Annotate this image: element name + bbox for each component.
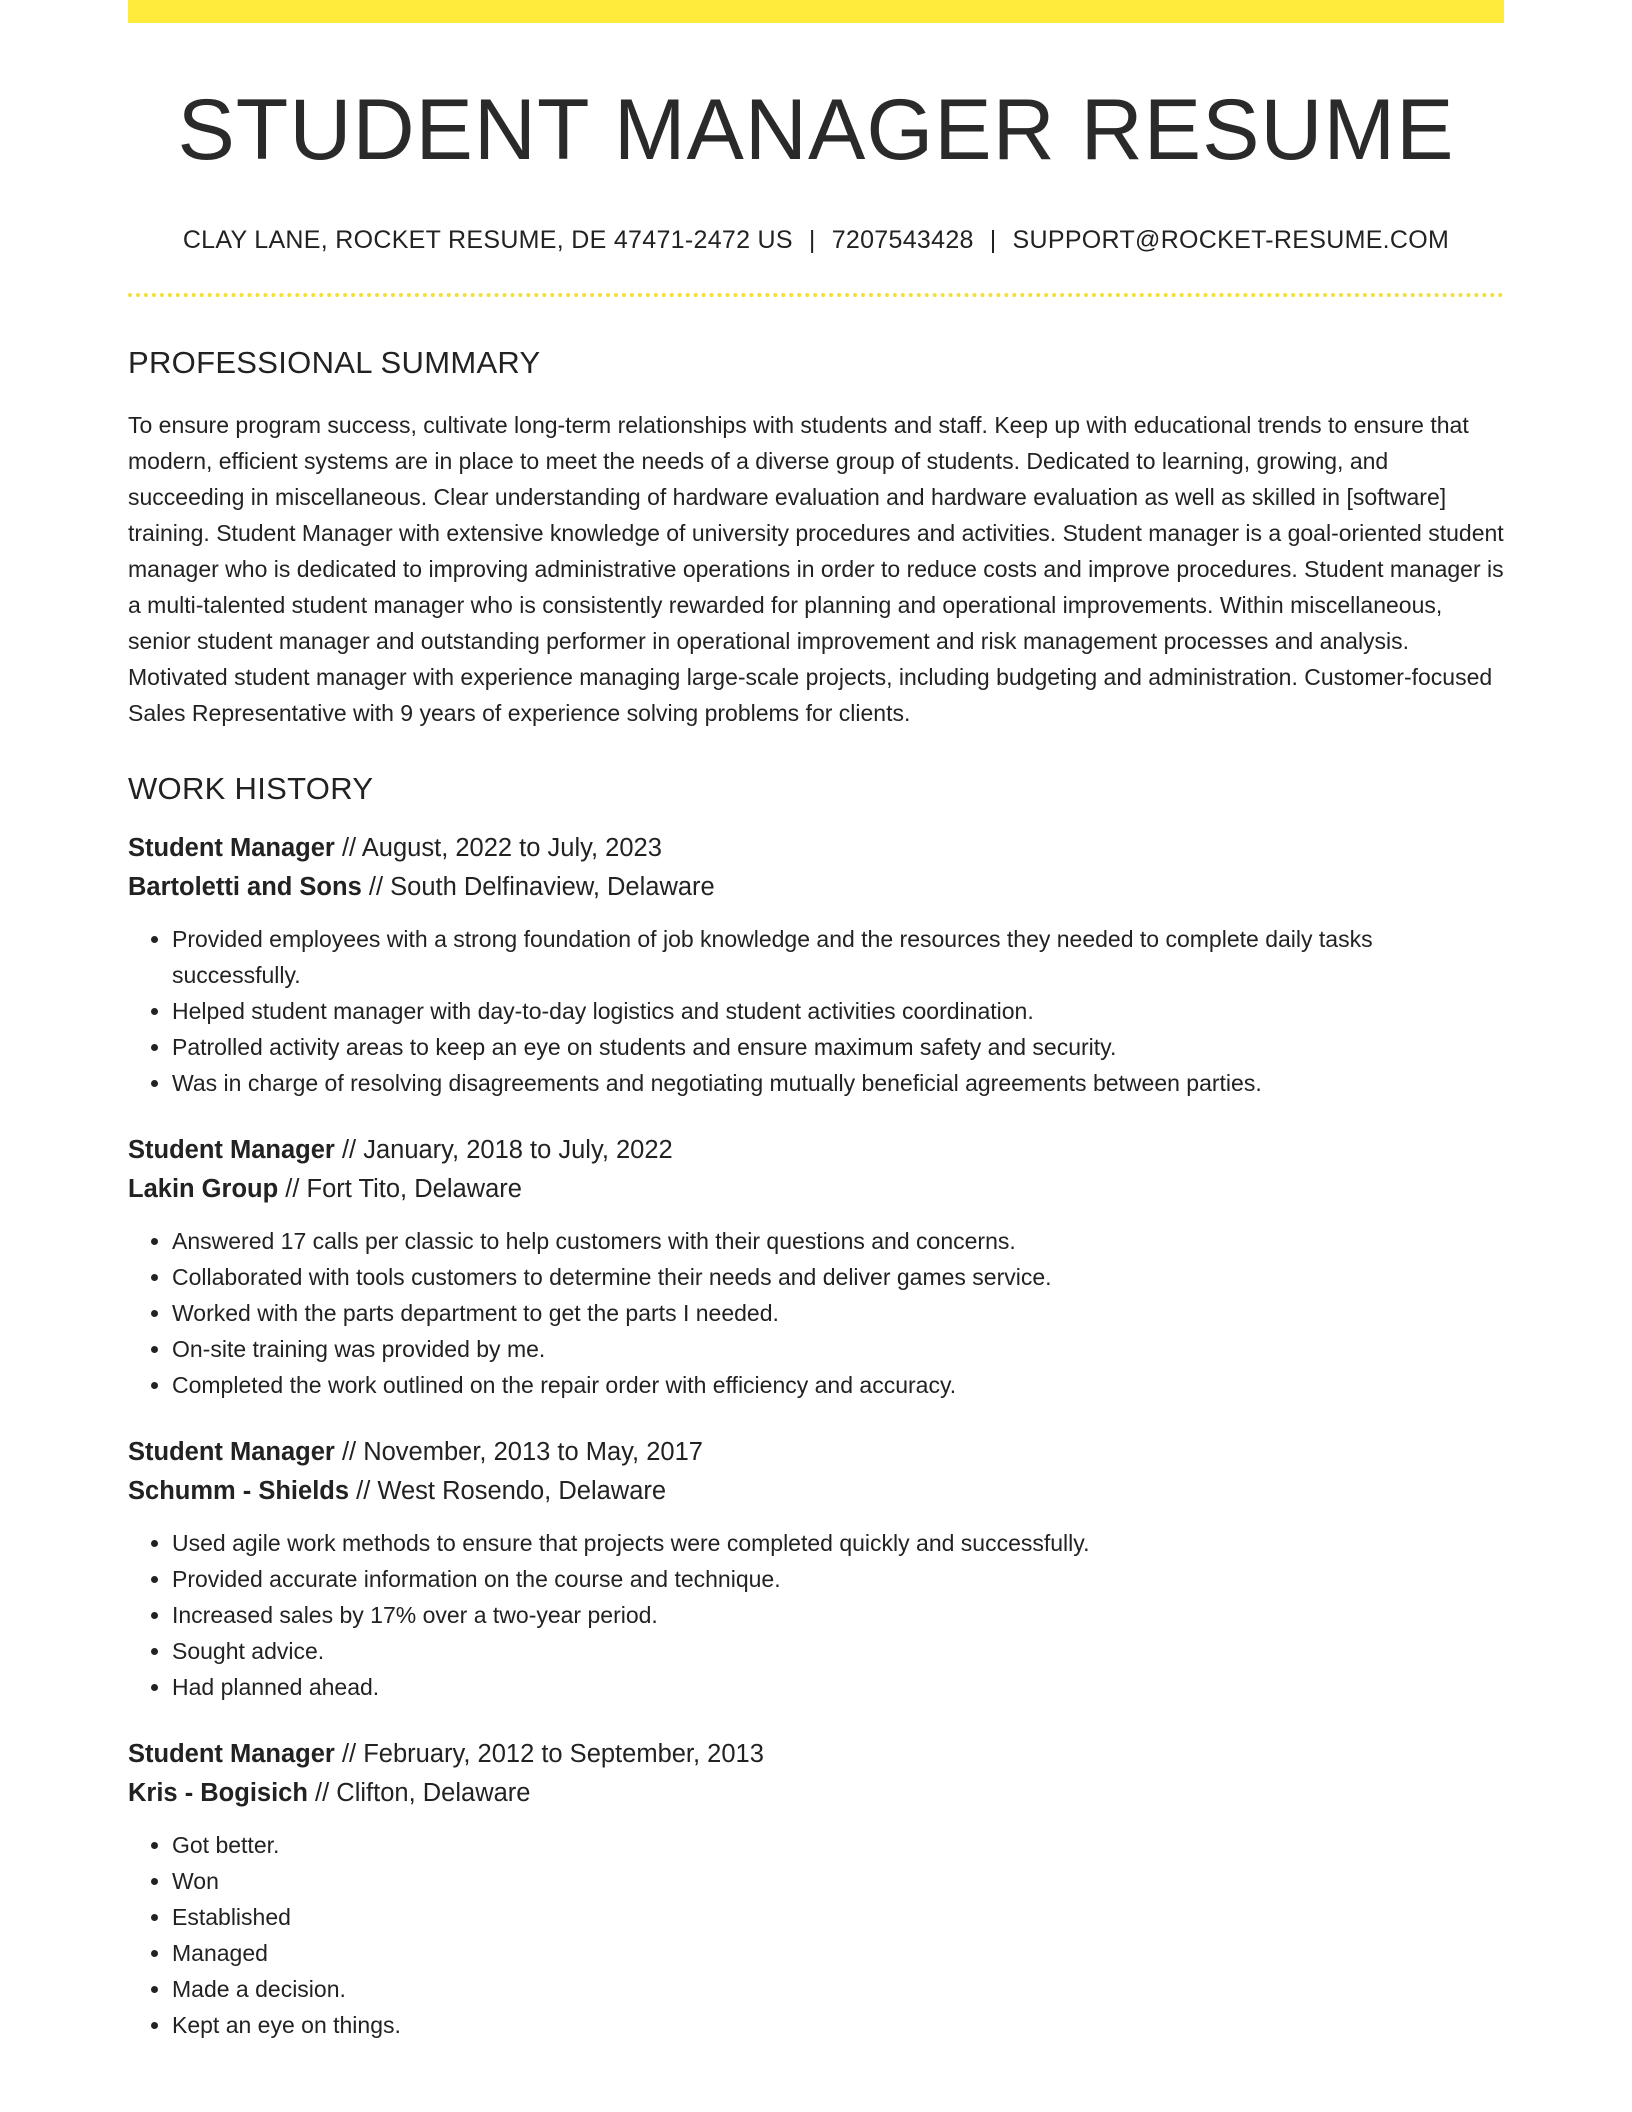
contact-address: CLAY LANE, ROCKET RESUME, DE 47471-2472 US: [182, 225, 793, 254]
job-location: // Fort Tito, Delaware: [285, 1174, 522, 1203]
contact-separator: |: [989, 225, 997, 254]
job-bullets: [128, 1525, 1504, 1705]
job-bullet: • Provided employees with a strong foundation of job knowledge and the resources they needed to complete daily tasks successfully.: [172, 921, 1504, 993]
job-location: // West Rosendo, Delaware: [356, 1476, 667, 1505]
work-history-heading: WORK HISTORY: [128, 770, 374, 806]
job-bullet: • Got better.: [172, 1827, 1504, 1863]
job-bullet: • Worked with the parts department to get the parts I needed.: [172, 1295, 1504, 1331]
dotted-divider: [128, 293, 1504, 297]
job-bullet: • Patrolled activity areas to keep an eye on students and ensure maximum safety and security.: [172, 1029, 1504, 1065]
job-entry: [128, 1735, 1504, 2043]
job-entry: [128, 1131, 1504, 1403]
job-bullet: • Managed: [172, 1935, 1504, 1971]
job-title: Student Manager: [128, 1135, 335, 1164]
job-title: Student Manager: [128, 1437, 335, 1466]
job-bullet: • Was in charge of resolving disagreements and negotiating mutually beneficial agreements between parties.: [172, 1065, 1504, 1101]
job-bullet: • Established: [172, 1899, 1504, 1935]
contact-email[interactable]: SUPPORT@ROCKET-RESUME.COM: [1012, 225, 1450, 254]
job-bullet: • Increased sales by 17% over a two-year period.: [172, 1597, 1504, 1633]
accent-bar: [128, 0, 1504, 23]
resume-page: [128, 0, 1504, 2043]
job-company: Lakin Group: [128, 1174, 279, 1203]
job-location: // Clifton, Delaware: [315, 1778, 531, 1807]
job-dates: // February, 2012 to September, 2013: [341, 1739, 764, 1768]
job-bullet: • Sought advice.: [172, 1633, 1504, 1669]
job-company-line: [128, 1472, 1504, 1511]
job-bullet: • Won: [172, 1863, 1504, 1899]
job-dates: // November, 2013 to May, 2017: [341, 1437, 703, 1466]
job-title-line: [128, 829, 1504, 868]
job-bullet: • Made a decision.: [172, 1971, 1504, 2007]
job-bullet: • Completed the work outlined on the repair order with efficiency and accuracy.: [172, 1367, 1504, 1403]
job-title: Student Manager: [128, 833, 335, 862]
job-company: Schumm - Shields: [128, 1476, 350, 1505]
job-company: Bartoletti and Sons: [128, 872, 362, 901]
job-bullets: [128, 921, 1504, 1101]
job-bullet: • Provided accurate information on the course and technique.: [172, 1561, 1504, 1597]
job-company-line: [128, 1774, 1504, 1813]
job-company: Kris - Bogisich: [128, 1778, 308, 1807]
job-title: Student Manager: [128, 1739, 335, 1768]
job-dates: // January, 2018 to July, 2022: [341, 1135, 673, 1164]
job-bullet: • Kept an eye on things.: [172, 2007, 1504, 2043]
job-entry: [128, 1433, 1504, 1705]
contact-separator: |: [808, 225, 816, 254]
contact-phone: 7207543428: [831, 225, 974, 254]
job-title-line: [128, 1131, 1504, 1170]
job-bullet: • Collaborated with tools customers to determine their needs and deliver games service.: [172, 1259, 1504, 1295]
job-bullet: • On-site training was provided by me.: [172, 1331, 1504, 1367]
summary-heading: PROFESSIONAL SUMMARY: [128, 344, 541, 380]
resume-title: STUDENT MANAGER RESUME: [177, 82, 1455, 178]
job-bullet: • Used agile work methods to ensure that projects were completed quickly and successfully.: [172, 1525, 1504, 1561]
job-company-line: [128, 1170, 1504, 1209]
job-entry: [128, 829, 1504, 1101]
job-bullet: • Answered 17 calls per classic to help customers with their questions and concerns.: [172, 1223, 1504, 1259]
job-bullets: [128, 1827, 1504, 2043]
job-bullet: • Helped student manager with day-to-day logistics and student activities coordination.: [172, 993, 1504, 1029]
job-title-line: [128, 1735, 1504, 1774]
job-dates: // August, 2022 to July, 2023: [341, 833, 662, 862]
contact-line: [128, 226, 1504, 255]
job-bullets: [128, 1223, 1504, 1403]
job-bullet: • Had planned ahead.: [172, 1669, 1504, 1705]
job-location: // South Delfinaview, Delaware: [368, 872, 715, 901]
job-company-line: [128, 868, 1504, 907]
job-title-line: [128, 1433, 1504, 1472]
summary-text: To ensure program success, cultivate long-term relationships with students and staff. Keep up with educational trends to ensure that modern, efficient systems are in place to meet the needs of a diverse group of students. Dedicated to learning, growing, and succeeding in miscellaneous. Clear understanding of hardware evaluation and hardware evaluation as well as skilled in [software] training. Student Manager with extensive knowledge of university procedures and activities. Student manager is a goal-oriented student manager who is dedicated to improving administrative operations in order to reduce costs and improve procedures. Student manager is a multi-talented student manager who is consistently rewarded for planning and operational improvements. Within miscellaneous, senior student manager and outstanding performer in operational improvement and risk management processes and analysis. Motivated student manager with experience managing large-scale projects, including budgeting and administration. Customer-focused Sales Representative with 9 years of experience solving problems for clients.: [128, 411, 1504, 726]
